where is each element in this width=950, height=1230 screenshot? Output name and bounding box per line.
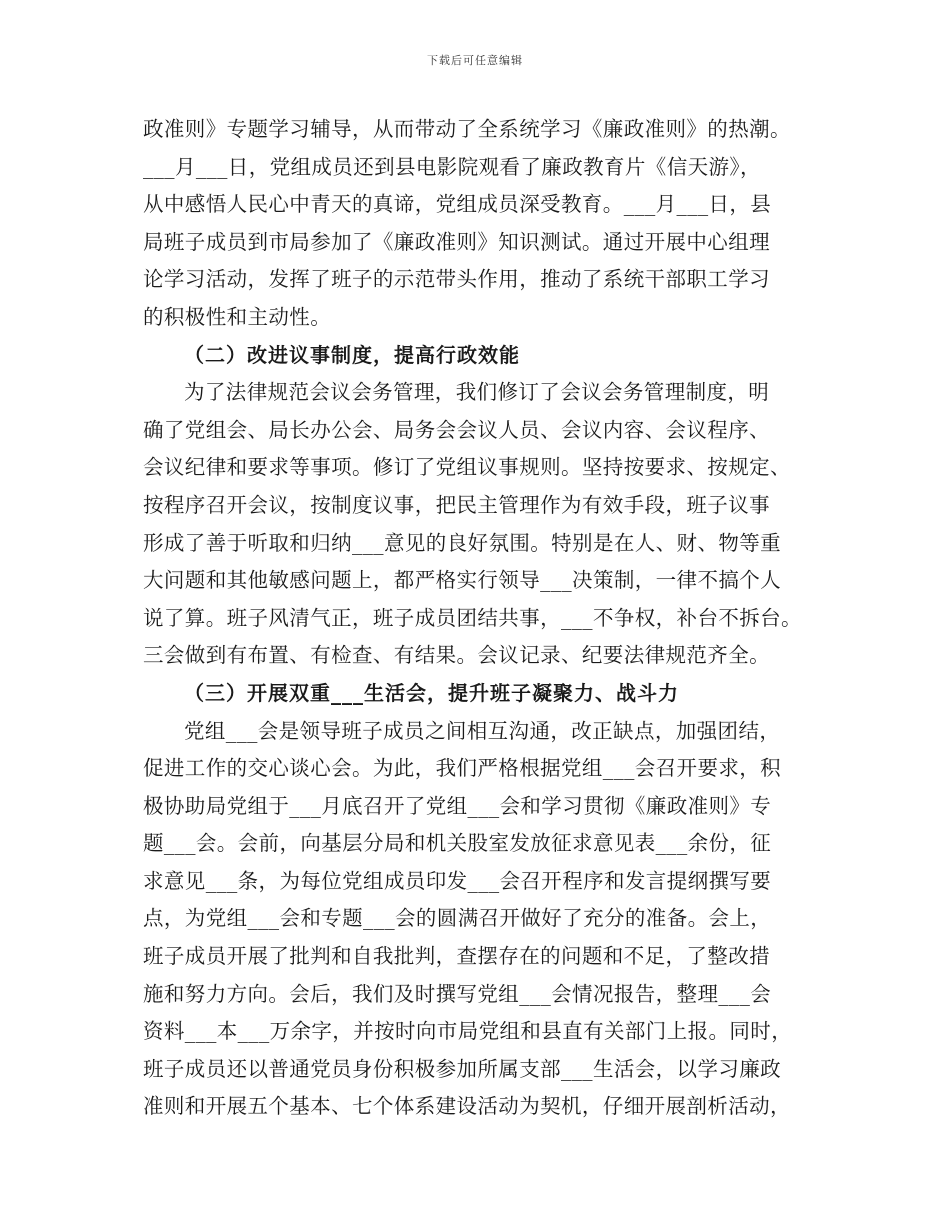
body-text-line: 资料___本___万余字，并按时向市局党组和县直有关部门上报。同时， <box>143 1019 793 1044</box>
paragraph-start-line: 为了法律规范会议会务管理，我们修订了会议会务管理制度，明 <box>184 380 770 405</box>
body-text-line: 点，为党组___会和专题___会的圆满召开做好了充分的准备。会上， <box>143 906 772 931</box>
body-text-line: 班子成员还以普通党员身份积极参加所属支部___生活会，以学习廉政 <box>143 1056 782 1081</box>
body-text-line: 确了党组会、局长办公会、局务会会议人员、会议内容、会议程序、 <box>143 417 770 442</box>
body-text-line: ___月___日，党组成员还到县电影院观看了廉政教育片《信天游》， <box>143 154 761 179</box>
body-text-line: 班子成员开展了批判和自我批判，查摆存在的问题和不足，了整改措 <box>143 944 770 969</box>
header-note: 下载后可任意编辑 <box>427 54 523 67</box>
body-text-line: 论学习活动，发挥了班子的示范带头作用，推动了系统干部职工学习 <box>143 267 770 292</box>
body-text-line: 局班子成员到市局参加了《廉政准则》知识测试。通过开展中心组理 <box>143 229 770 254</box>
body-text-line: 促进工作的交心谈心会。为此，我们严格根据党组___会召开要求，积 <box>143 756 782 781</box>
section-heading: （三）开展双重___生活会，提升班子凝聚力、战斗力 <box>184 680 679 705</box>
paragraph-start-line: 党组___会是领导班子成员之间相互沟通，改正缺点，加强团结， <box>184 718 781 743</box>
body-text-line: 极协助局党组于___月底召开了党组___会和学习贯彻《廉政准则》专 <box>143 793 772 818</box>
body-text-line: 说了算。班子风清气正，班子成员团结共事，___不争权，补台不拆台。 <box>143 605 802 630</box>
section-heading: （二）改进议事制度，提高行政效能 <box>184 342 520 367</box>
body-text-line: 求意见___条，为每位党组成员印发___会召开程序和发言提纲撰写要 <box>143 868 772 893</box>
document-body <box>143 111 823 1126</box>
body-text-line: 三会做到有布置、有检查、有结果。会议记录、纪要法律规范齐全。 <box>143 643 770 668</box>
body-text-line: 会议纪律和要求等事项。修订了党组议事规则。坚持按要求、按规定、 <box>143 455 791 480</box>
body-text-line: 从中感悟人民心中青天的真谛，党组成员深受教育。___月___日，县 <box>143 192 772 217</box>
body-text-line: 形成了善于听取和归纳___意见的良好氛围。特别是在人、财、物等重 <box>143 530 782 555</box>
body-text-line: 施和努力方向。会后，我们及时撰写党组___会情况报告，整理___会 <box>143 981 772 1006</box>
body-text-line: 政准则》专题学习辅导，从而带动了全系统学习《廉政准则》的热潮。 <box>143 117 791 141</box>
body-text-line: 题___会。会前，向基层分局和机关股室发放征求意见表___余份，征 <box>143 831 772 856</box>
body-text-line: 的积极性和主动性。 <box>143 304 332 329</box>
body-text-line: 按程序召开会议，按制度议事，把民主管理作为有效手段，班子议事 <box>143 492 770 517</box>
body-text-line: 大问题和其他敏感问题上，都严格实行领导___决策制，一律不搞个人 <box>143 568 782 593</box>
body-text-line: 准则和开展五个基本、七个体系建设活动为契机，仔细开展剖析活动， <box>143 1094 791 1119</box>
